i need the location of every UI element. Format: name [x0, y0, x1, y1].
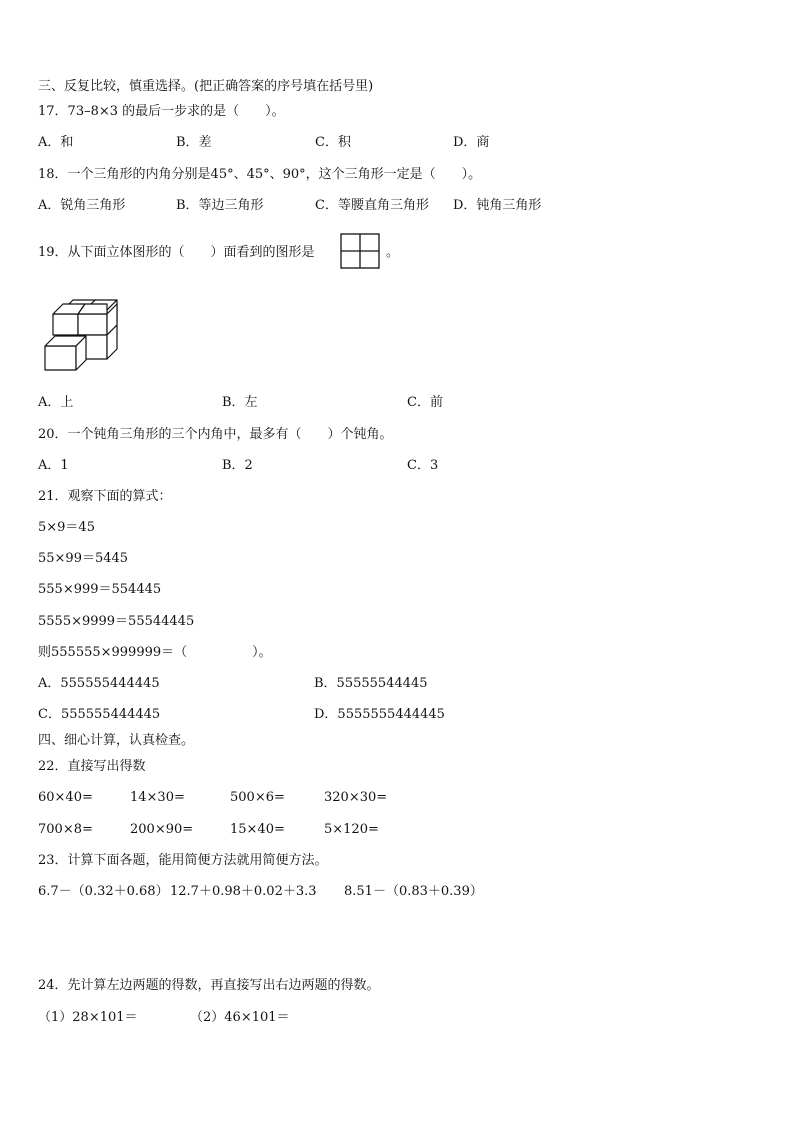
question-17-stem: 17．73–8×3 的最后一步求的是（ ）。	[38, 104, 285, 119]
q20-option-c[interactable]: C．3	[407, 458, 439, 473]
question-19-stem-end: 。	[386, 245, 400, 260]
q19-option-b[interactable]: B．左	[222, 395, 258, 410]
q18-option-c[interactable]: C．等腰直角三角形	[315, 198, 429, 213]
q22-item: 700×8=	[38, 822, 93, 837]
q23-item: 6.7－（0.32＋0.68）	[38, 884, 169, 899]
question-20-stem: 20．一个钝角三角形的三个内角中，最多有（ ）个钝角。	[38, 427, 393, 442]
q21-option-d[interactable]: D．5555555444445	[314, 707, 445, 722]
section-3-heading: 三、反复比较，慎重选择。(把正确答案的序号填在括号里)	[38, 79, 374, 94]
q19-option-c[interactable]: C．前	[407, 395, 443, 410]
q23-item: 8.51－（0.83＋0.39）	[344, 884, 483, 899]
q21-option-b[interactable]: B．55555544445	[314, 676, 428, 691]
q20-option-b[interactable]: B．2	[222, 458, 253, 473]
question-23-stem: 23．计算下面各题，能用简便方法就用简便方法。	[38, 853, 328, 868]
q21-equation-3: 555×999＝554445	[38, 582, 162, 597]
q21-equation-4: 5555×9999＝55544445	[38, 614, 195, 629]
q20-option-a[interactable]: A．1	[38, 458, 69, 473]
q19-option-a[interactable]: A．上	[38, 395, 74, 410]
q21-option-c[interactable]: C．555555444445	[38, 707, 161, 722]
question-21-stem: 21．观察下面的算式：	[38, 489, 172, 504]
q17-option-c[interactable]: C．积	[315, 135, 351, 150]
q24-item: （2）46×101＝	[190, 1010, 290, 1025]
question-22-stem: 22．直接写出得数	[38, 759, 146, 774]
q22-item: 5×120=	[324, 822, 379, 837]
section-4-heading: 四、细心计算，认真检查。	[38, 733, 195, 748]
q18-option-a[interactable]: A．锐角三角形	[38, 198, 126, 213]
square-grid-view-icon	[340, 233, 380, 269]
question-18-stem: 18．一个三角形的内角分别是45°、45°、90°，这个三角形一定是（ ）。	[38, 167, 482, 182]
q22-item: 14×30=	[130, 790, 185, 805]
q22-item: 15×40=	[230, 822, 285, 837]
q17-option-b[interactable]: B．差	[176, 135, 212, 150]
q24-item: （1）28×101＝	[38, 1010, 138, 1025]
question-24-stem: 24．先计算左边两题的得数，再直接写出右边两题的得数。	[38, 978, 380, 993]
question-19-stem: 19．从下面立体图形的（ ）面看到的图形是	[38, 245, 315, 260]
q17-option-d[interactable]: D．商	[453, 135, 490, 150]
q21-equation-2: 55×99＝5445	[38, 551, 129, 566]
q23-item: 12.7＋0.98＋0.02＋3.3	[170, 884, 317, 899]
q22-item: 200×90=	[130, 822, 194, 837]
cube-stack-figure	[42, 298, 122, 373]
q21-equation-1: 5×9＝45	[38, 520, 95, 535]
q22-item: 60×40=	[38, 790, 93, 805]
q21-equation-5: 则555555×999999＝（ ）。	[38, 645, 272, 660]
q17-option-a[interactable]: A．和	[38, 135, 74, 150]
q18-option-d[interactable]: D．钝角三角形	[453, 198, 542, 213]
q18-option-b[interactable]: B．等边三角形	[176, 198, 264, 213]
q22-item: 500×6=	[230, 790, 285, 805]
q21-option-a[interactable]: A．555555444445	[38, 676, 160, 691]
q22-item: 320×30=	[324, 790, 388, 805]
